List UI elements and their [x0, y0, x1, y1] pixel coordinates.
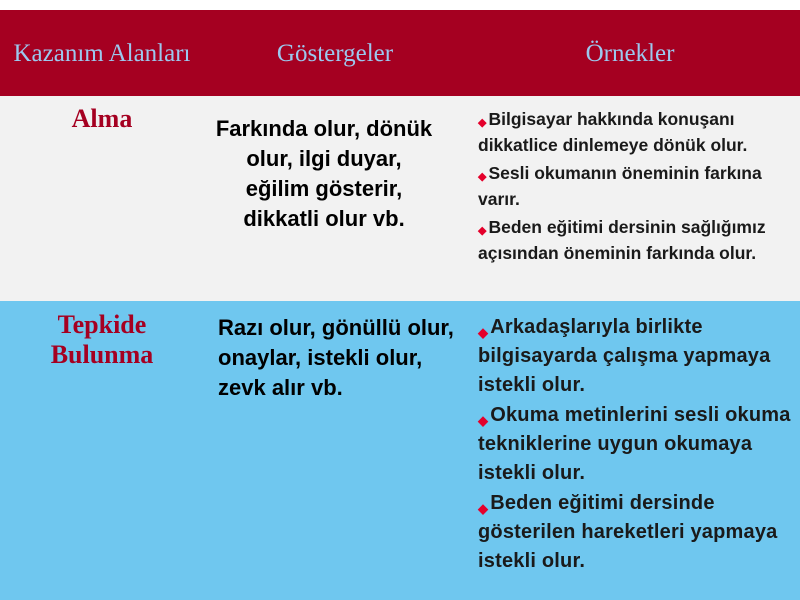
table-header	[0, 10, 800, 96]
diamond-bullet-icon: ◆	[478, 225, 487, 237]
diamond-bullet-icon: ◆	[478, 501, 489, 516]
example-item	[478, 106, 796, 158]
example-text: Bilgisayar hakkında konuşanı dikkatlice dinlemeye dönük olur.	[478, 109, 748, 155]
area-label: Tepkide Bulunma	[50, 310, 154, 369]
indicator-text: Farkında olur, dönük olur, ilgi duyar, eğilim gösterir, dikkatli olur vb.	[215, 116, 433, 231]
area-label: Alma	[71, 104, 133, 133]
example-item	[478, 160, 796, 212]
example-item	[478, 313, 796, 400]
diamond-bullet-icon: ◆	[478, 117, 487, 129]
table-row	[0, 301, 800, 600]
diamond-bullet-icon: ◆	[478, 171, 487, 183]
example-item	[478, 214, 796, 266]
header-ornekler: Örnekler	[585, 39, 675, 67]
example-text: Okuma metinlerini sesli okuma tekniklerine uygun okumaya istekli olur.	[478, 404, 791, 484]
header-kazanim-alanlari: Kazanım Alanları	[13, 39, 191, 67]
example-text: Beden eğitimi dersinin sağlığımız açısından öneminin farkında olur.	[478, 217, 766, 263]
diamond-bullet-icon: ◆	[478, 413, 489, 428]
indicator-text: Razı olur, gönüllü olur, onaylar, istekli olur, zevk alır vb.	[218, 315, 454, 400]
example-text: Sesli okumanın öneminin farkına varır.	[478, 163, 762, 209]
example-item	[478, 401, 796, 488]
examples-list	[478, 313, 796, 577]
table-row	[0, 96, 800, 301]
example-text: Arkadaşlarıyla birlikte bilgisayarda çalışma yapmaya istekli olur.	[478, 316, 771, 396]
example-text: Beden eğitimi dersinde gösterilen hareketleri yapmaya istekli olur.	[478, 492, 778, 572]
example-item	[478, 489, 796, 576]
header-gostergeler: Göstergeler	[276, 39, 394, 67]
diamond-bullet-icon: ◆	[478, 325, 489, 340]
examples-list	[478, 106, 796, 268]
